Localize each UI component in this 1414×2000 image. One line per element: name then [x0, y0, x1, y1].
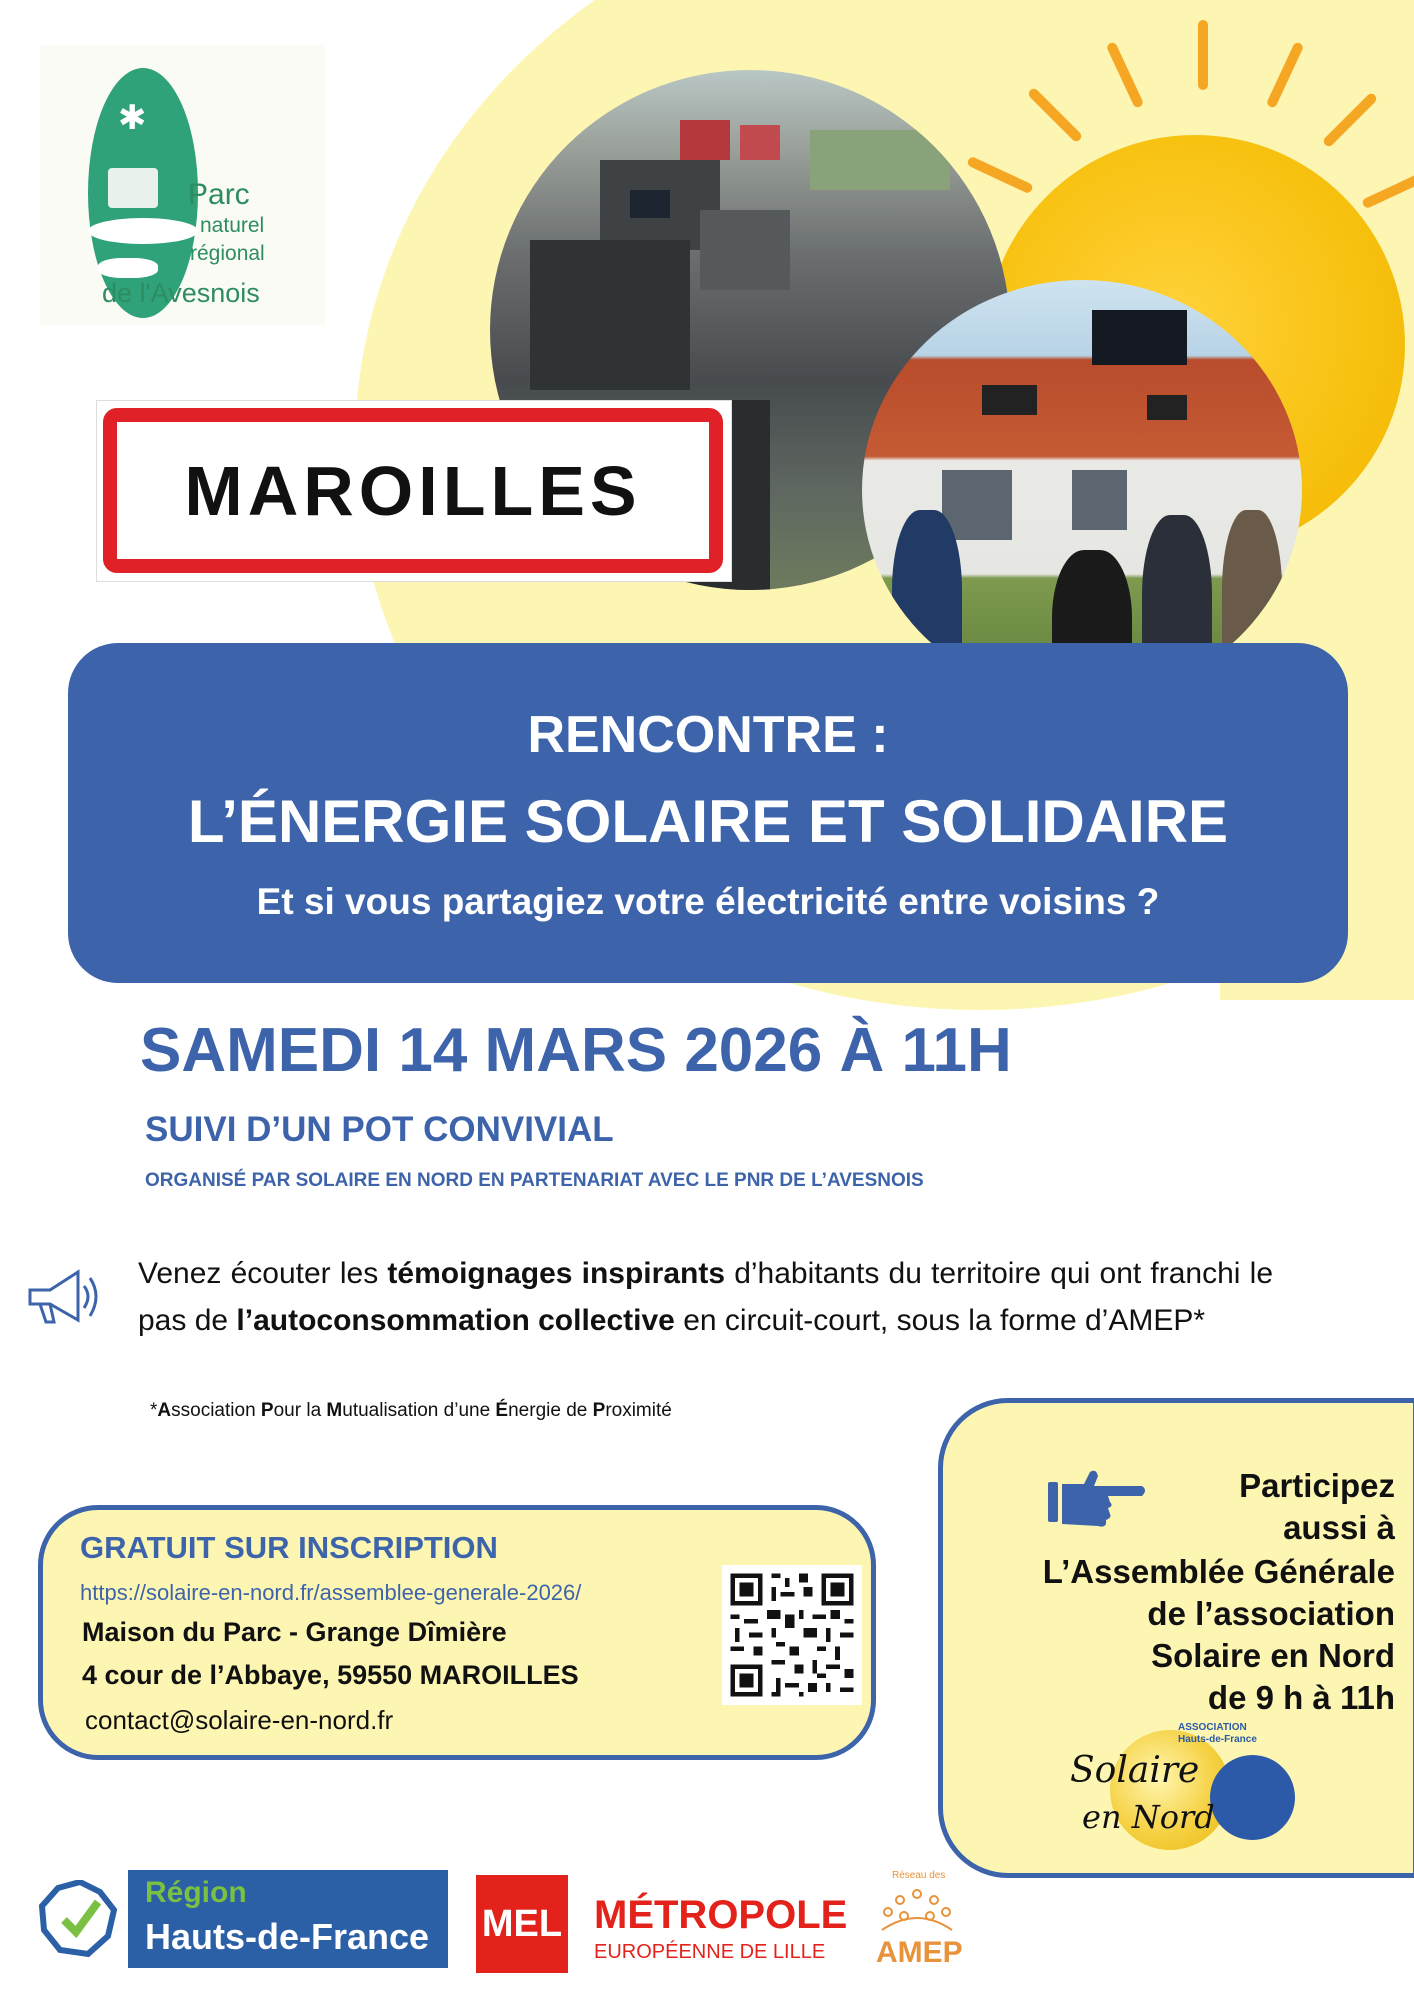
- mel-logo-name: MÉTROPOLE: [594, 1893, 848, 1937]
- amep-logo-top: Réseau des: [892, 1870, 946, 1881]
- registration-link[interactable]: https://solaire-en-nord.fr/assemblee-generale-2026/: [80, 1580, 582, 1605]
- assembly-line4: de l’association: [1147, 1595, 1395, 1632]
- fn-bold: M: [326, 1400, 343, 1421]
- banner-title: RENCONTRE :: [527, 706, 889, 764]
- fn-part: utualisation d’une: [342, 1400, 496, 1421]
- event-date: SAMEDI 14 MARS 2026 À 11H: [140, 1016, 1012, 1085]
- mel-logo-sub: EUROPÉENNE DE LILLE: [594, 1941, 826, 1963]
- park-logo-line1: Parc: [188, 178, 250, 211]
- sol-logo-assoc: ASSOCIATION: [1178, 1722, 1247, 1733]
- assembly-line6: de 9 h à 11h: [1207, 1679, 1395, 1716]
- assembly-line3: L’Assemblée Générale: [1042, 1553, 1395, 1590]
- fn-part: nergie de: [508, 1400, 593, 1421]
- fn-part: ssociation: [171, 1400, 261, 1421]
- venue-name: Maison du Parc - Grange Dîmière: [82, 1617, 507, 1647]
- fn-part: roximité: [605, 1400, 672, 1421]
- region-hauts-de-france-logo: [30, 1870, 448, 1968]
- amep-logo-name: AMEP: [876, 1936, 963, 1969]
- description-paragraph: [138, 1250, 1273, 1344]
- town-name: MAROILLES: [184, 451, 642, 530]
- desc-bold: l’autoconsommation collective: [236, 1304, 675, 1337]
- sol-logo-word2: en Nord: [1082, 1798, 1215, 1836]
- town-sign: [103, 408, 723, 573]
- event-organizer: ORGANISÉ PAR SOLAIRE EN NORD EN PARTENARIAT AVEC LE PNR DE L’AVESNOIS: [145, 1170, 924, 1191]
- fn-bold: A: [157, 1400, 172, 1421]
- solaire-en-nord-logo: [1060, 1720, 1300, 1850]
- fn-bold: P: [592, 1400, 606, 1421]
- venue-address: 4 cour de l’Abbaye, 59550 MAROILLES: [82, 1660, 579, 1690]
- house-solar-photo: [862, 280, 1302, 700]
- park-logo-line3: régional: [190, 242, 265, 265]
- sol-logo-word1: Solaire: [1070, 1750, 1200, 1791]
- region-logo-name: Hauts-de-France: [145, 1916, 430, 1957]
- fn-part: our la: [273, 1400, 327, 1421]
- assembly-line1: Participez: [1239, 1467, 1395, 1504]
- mel-logo: [476, 1875, 854, 1973]
- people-circle-icon: [874, 1886, 960, 1936]
- desc-part: d’habitants du territoire qui ont franchi le pas de: [138, 1257, 1273, 1337]
- amep-footnote: [150, 1400, 672, 1422]
- banner-subtitle: Et si vous partagiez votre électricité entre voisins ?: [256, 881, 1160, 922]
- mel-logo-short: MEL: [481, 1903, 563, 1945]
- park-logo-line2: naturel: [200, 214, 265, 237]
- assembly-line2: aussi à: [1283, 1509, 1395, 1546]
- qr-code[interactable]: [722, 1565, 862, 1705]
- banner-headline: L’ÉNERGIE SOLAIRE ET SOLIDAIRE: [187, 788, 1229, 855]
- registration-title: GRATUIT SUR INSCRIPTION: [80, 1530, 498, 1565]
- fn-bold: P: [260, 1400, 274, 1421]
- assembly-line5: Solaire en Nord: [1151, 1637, 1395, 1674]
- title-banner: [68, 643, 1348, 983]
- park-logo-line4: de l'Avesnois: [102, 278, 260, 308]
- megaphone-icon: [22, 1258, 102, 1338]
- fn-bold: É: [495, 1400, 509, 1421]
- fn-part: *: [150, 1400, 158, 1421]
- amep-network-logo: [868, 1870, 968, 1980]
- desc-bold: témoignages inspirants: [387, 1257, 726, 1290]
- event-followup: SUIVI D’UN POT CONVIVIAL: [145, 1110, 614, 1149]
- pointing-hand-icon: [1048, 1468, 1148, 1528]
- sol-logo-region: Hauts-de-France: [1178, 1734, 1257, 1745]
- desc-part: en circuit-court, sous la forme d’AMEP*: [674, 1304, 1206, 1337]
- region-logo-top: Région: [145, 1876, 247, 1909]
- france-map-icon: [38, 1880, 120, 1958]
- contact-email[interactable]: contact@solaire-en-nord.fr: [85, 1705, 394, 1735]
- star-icon: ✱: [118, 98, 147, 138]
- desc-part: Venez écouter les: [138, 1257, 388, 1290]
